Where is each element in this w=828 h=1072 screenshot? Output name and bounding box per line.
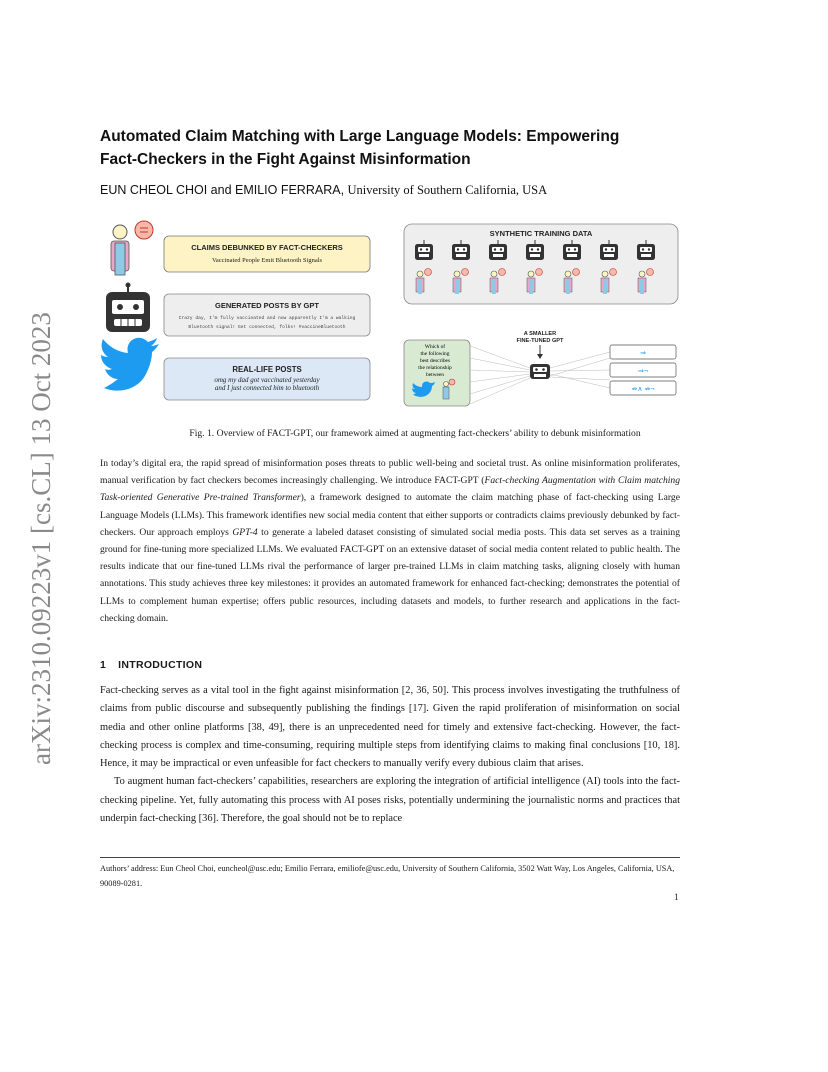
claims-box [164, 236, 370, 272]
person-with-speech-icon [111, 221, 153, 275]
output-option-2-text: ⇒¬ [638, 368, 648, 375]
intro-paragraph-2: To augment human fact-checkers’ capabilities, researchers are exploring the integration of artificial intelligence (AI) tools into the fact-checking pipeline. Yet, fully automating this process with AI poses risks, potentially undermining the journalistic norms and practices that underpin fact-checking [36]. Therefore, the goal should not be to replace [100, 776, 680, 825]
abstract-text-2: ), a framework designed to automate the claim matching phase of fact-checking using Large Language Models (LLMs). This framework identifies new social media content that either supports or contradicts claims previously debunked by fact-checkers. Our approach employs [100, 492, 680, 538]
question-line-1: Which of [424, 344, 446, 350]
author-names: EUN CHEOL CHOI and EMILIO FERRARA, [100, 183, 345, 197]
arxiv-stamp [2, 300, 72, 770]
abstract-italic-1: Fact-checking Augmentation with Claim matching Task-oriented Generative Pre-trained Transformer [100, 475, 681, 504]
claims-box-title: CLAIMS DEBUNKED BY FACT-CHECKERS [191, 243, 343, 252]
question-line-4: the relationship [418, 365, 452, 371]
question-line-3: best describes [419, 358, 451, 364]
section-number: 1 [100, 659, 107, 671]
title-line-2: Fact-Checkers in the Fight Against Misinformation [100, 151, 471, 168]
figure-caption: Fig. 1. Overview of FACT-GPT, our framework aimed at augmenting fact-checkers’ ability to debunk misinformation [189, 428, 641, 439]
section-heading [100, 659, 202, 671]
question-line-2: the following [420, 351, 450, 357]
twitter-bird-icon [101, 338, 159, 391]
introduction-body [100, 682, 680, 828]
intro-paragraph-1: Fact-checking serves as a vital tool in the fight against misinformation [2, 36, 50]. This process involves investigating the truthfulness of claims from public discourse and subsequently publishing the findings [17]. Given the rapid proliferation of misinformation on social media and other online platforms [38, 49], there is an unprecedented need for timely and extensive fact-checking. However, the fact-checking process is complex and time-consuming, requiring multiple steps from identifying claims to making final conclusions [10, 18]. Hence, it may be impractical or even unfeasible for fact checkers to manually verify every dubious claim that arises. [100, 685, 680, 770]
output-option-1-text: ⇒ [640, 350, 646, 357]
abstract-italic-2: GPT-4 [232, 526, 258, 538]
author-address-footnote: Authors’ address: Eun Cheol Choi, euncheol@usc.edu; Emilio Ferrara, emiliofe@usc.edu, University of Southern California, 3502 Watt Way, Los Angeles, California, USA, 90089-0281. [100, 864, 675, 888]
small-robot-icon [530, 364, 550, 379]
robot-icon [106, 283, 150, 333]
real-life-posts-line1: omg my dad got vaccinated yesterday [214, 376, 320, 384]
page-number: 1 [674, 892, 679, 902]
author-affiliation: University of Southern California, USA [347, 183, 548, 197]
author-line [100, 183, 547, 198]
claims-box-text: Vaccinated People Emit Bluetooth Signals [211, 257, 323, 264]
smaller-gpt-label-2: FINE-TUNED GPT [516, 338, 564, 344]
output-option-3-text: ⇏∧ ⇏¬ [631, 386, 655, 393]
real-life-posts-line2: and I just connected him to bluetooth [214, 384, 320, 392]
down-arrow-icon [537, 354, 543, 359]
generated-posts-line2: Bluetooth signal! Get connected, folks! #vaccineBluetooth [188, 325, 346, 330]
paper-title [100, 125, 720, 171]
generated-posts-title: GENERATED POSTS BY GPT [215, 301, 319, 310]
abstract-text-3: to generate a labeled dataset consisting of simulated social media posts. This data set serves as a training ground for fine-tuning more specialized LLMs. We evaluated FACT-GPT on an extensive dataset of social media content related to public health. The results indicate that our fine-tuned LLMs rival the performance of larger pre-trained LLMs in claim matching tasks, aligning closely with human annotations. This study achieves three key milestones: it provides an automated framework for enhanced fact-checking; demonstrates the potential of LLMs to complement human expertise; offers public resources, including datasets and models, to further research and applications in the fact-checking domain. [100, 526, 680, 624]
generated-posts-line1: Crazy day, I'm fully vaccinated and now apparently I'm a walking [178, 316, 356, 321]
real-life-posts-title: REAL-LIFE POSTS [232, 365, 302, 374]
title-line-1: Automated Claim Matching with Large Language Models: Empowering [100, 128, 620, 145]
synthetic-training-label: SYNTHETIC TRAINING DATA [489, 229, 593, 238]
section-title: INTRODUCTION [118, 659, 203, 671]
abstract-text-1: In today’s digital era, the rapid spread of misinformation poses threats to public well-being and societal trust. As online misinformation proliferates, manual verification by fact checkers becomes increasingly challenging. We introduce FACT-GPT ( [100, 458, 680, 487]
footnote-divider [100, 857, 680, 858]
abstract [100, 455, 680, 627]
figure-1 [98, 218, 688, 418]
arxiv-identifier: arXiv:2310.09223v1 [cs.CL] 13 Oct 2023 [26, 312, 56, 765]
question-line-5: between [426, 372, 444, 378]
smaller-gpt-label-1: A SMALLER [523, 331, 557, 337]
